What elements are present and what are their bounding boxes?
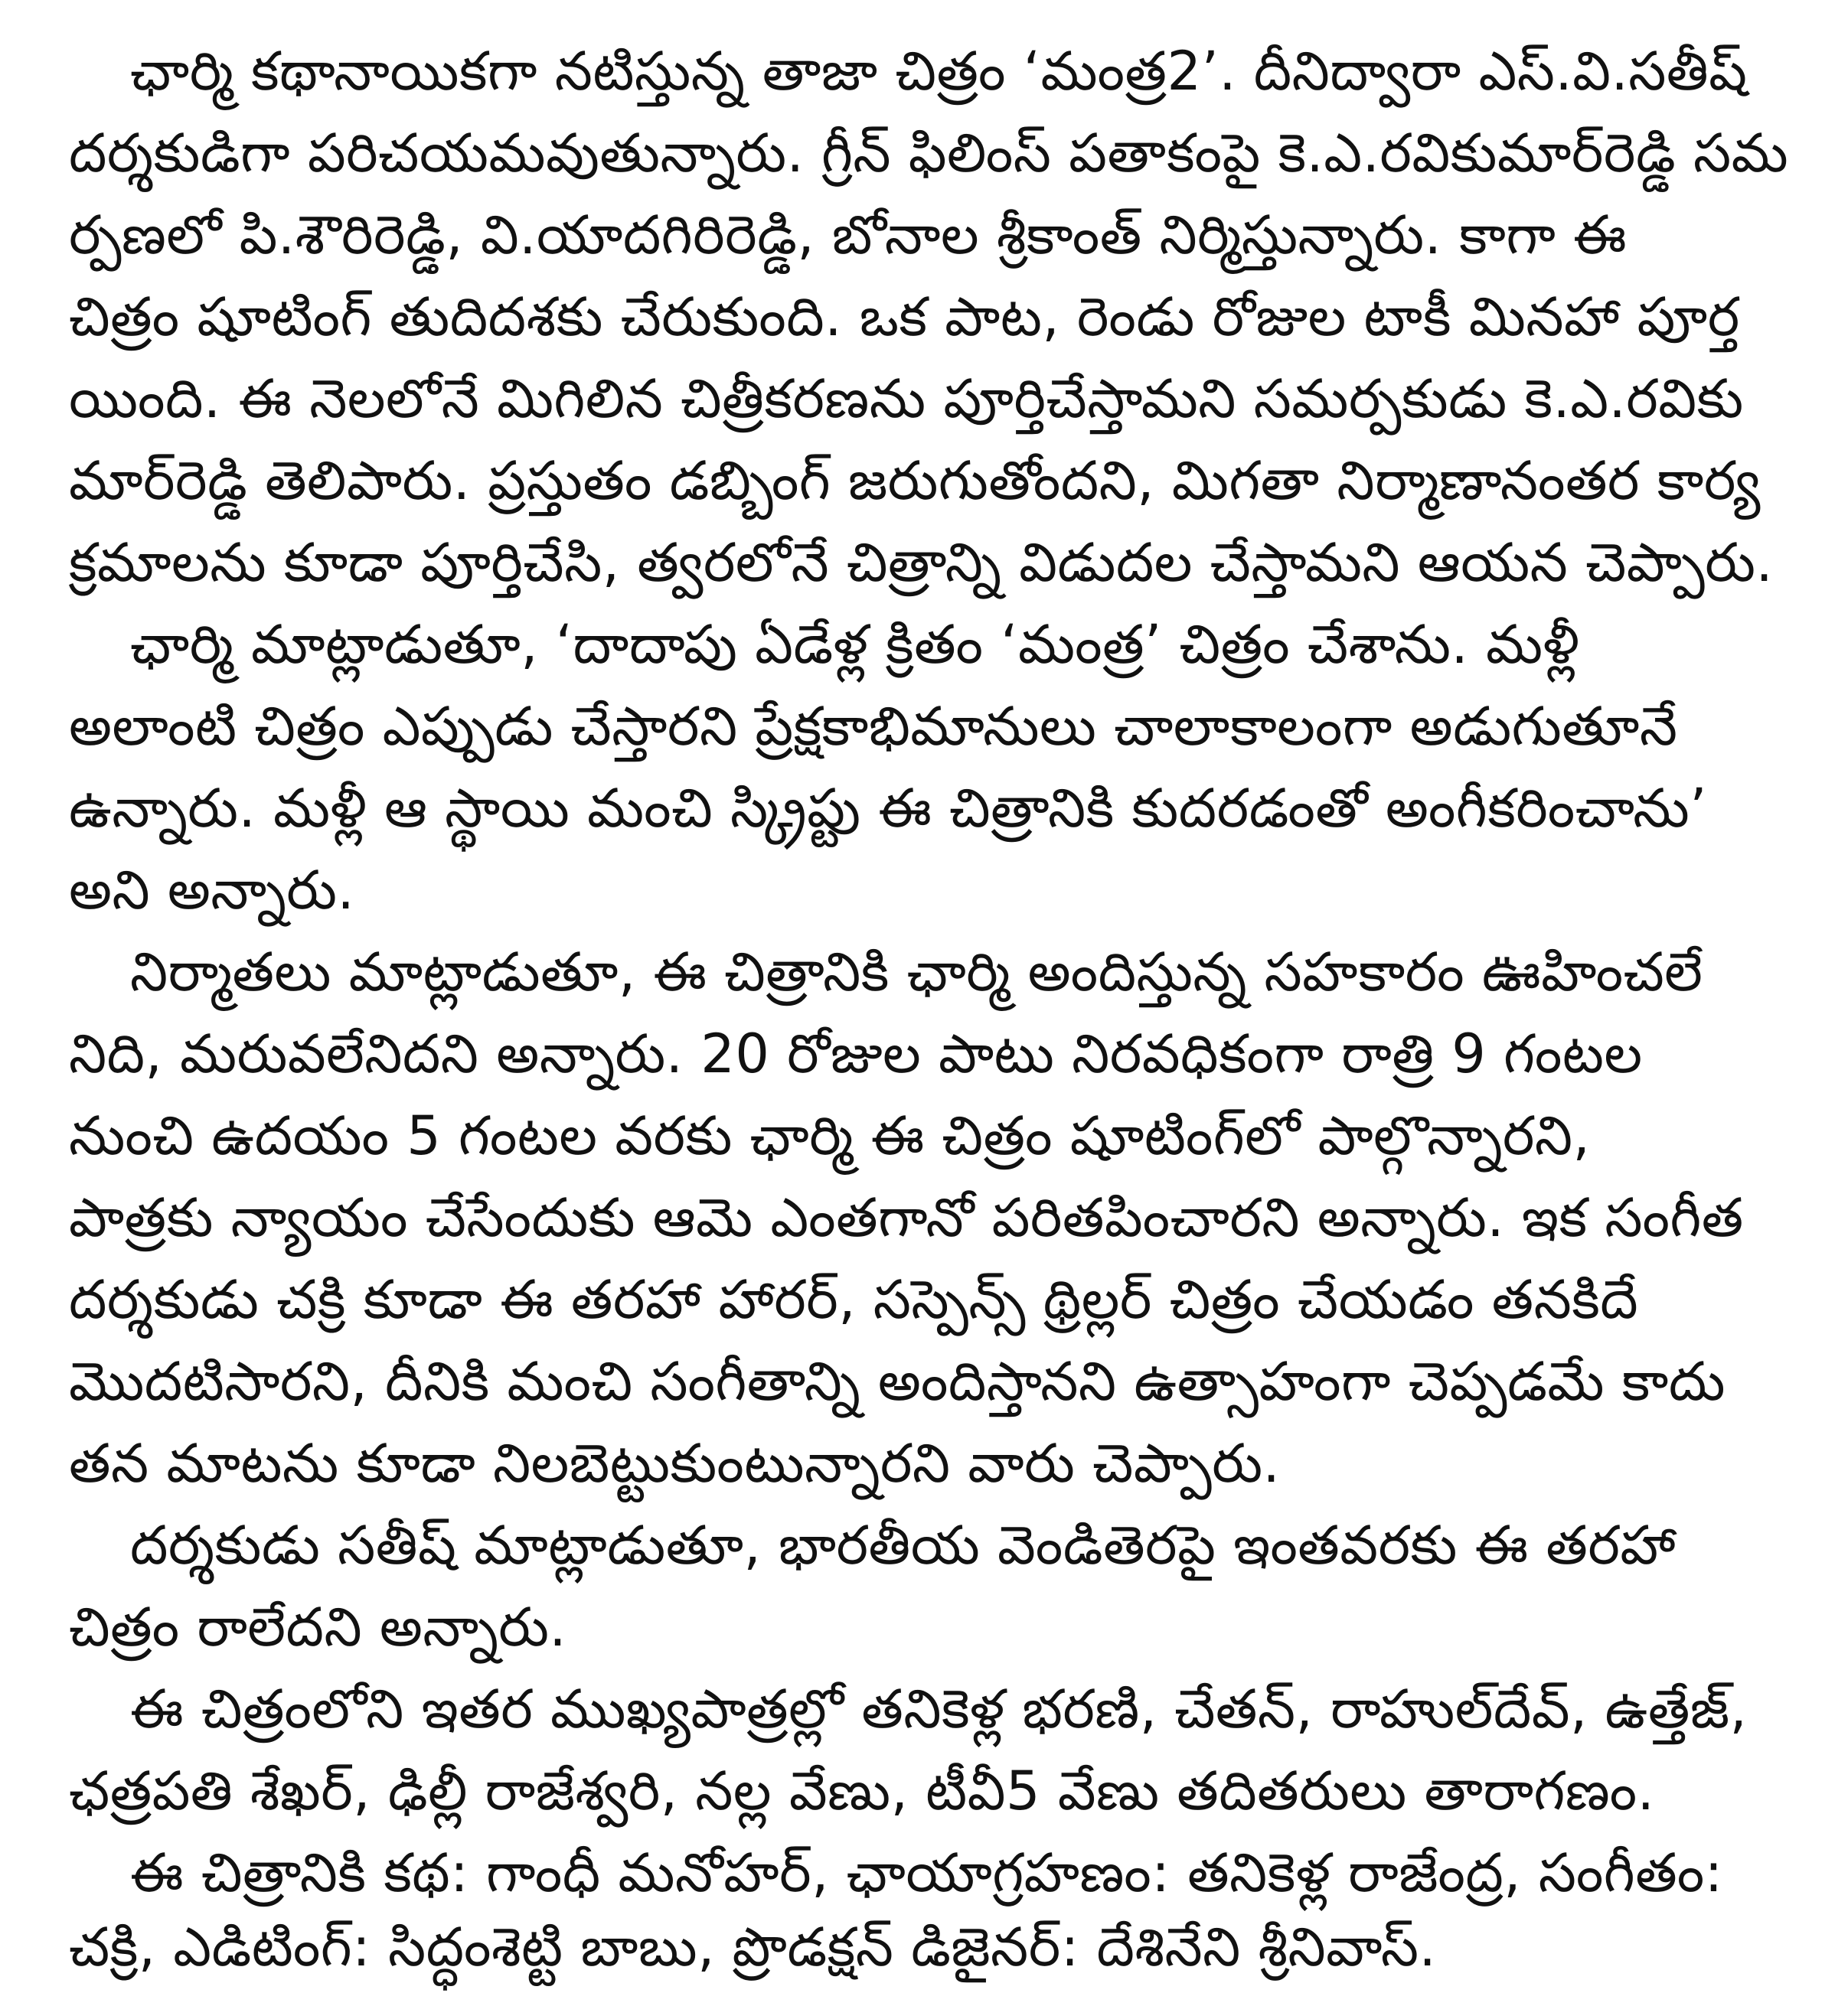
text-line: దర్శకుడు చక్రి కూడా ఈ తరహా హారర్, సస్పెన్స్ థ్రిల్లర్ చిత్రం చేయడం తనకిదే bbox=[69, 1268, 1639, 1331]
text-line: ఉన్నారు. మళ్లీ ఆ స్థాయి మంచి స్క్రిప్టు ఈ చిత్రానికి కుదరడంతో అంగీకరించాను’ bbox=[69, 777, 1707, 840]
text-line: యింది. ఈ నెలలోనే మిగిలిన చిత్రీకరణను పూర్తిచేస్తామని సమర్పకుడు కె.ఎ.రవికు bbox=[69, 367, 1744, 430]
text-line: పాత్రకు న్యాయం చేసేందుకు ఆమె ఎంతగానో పరితపించారని అన్నారు. ఇక సంగీత bbox=[69, 1186, 1744, 1249]
text-line: మొదటిసారని, దీనికి మంచి సంగీతాన్ని అందిస్తానని ఉత్సాహంగా చెప్పడమే కాదు bbox=[69, 1350, 1726, 1413]
text-line: క్రమాలను కూడా పూర్తిచేసి, త్వరలోనే చిత్రాన్ని విడుదల చేస్తామని ఆయన చెప్పారు. bbox=[69, 531, 1774, 594]
text-line: నుంచి ఉదయం 5 గంటల వరకు ఛార్మి ఈ చిత్రం షూటింగ్‌లో పాల్గొన్నారని, bbox=[69, 1104, 1591, 1167]
text-line: అలాంటి చిత్రం ఎప్పుడు చేస్తారని ప్రేక్షకాభిమానులు చాలాకాలంగా అడుగుతూనే bbox=[69, 695, 1678, 758]
text-line: ఛార్మి కథానాయికగా నటిస్తున్న తాజా చిత్రం ‘మంత్ర2’. దీనిద్వారా ఎస్.వి.సతీష్ bbox=[130, 40, 1748, 103]
text-line: చక్రి, ఎడిటింగ్: సిద్ధంశెట్టి బాబు, ప్రొడక్షన్ డిజైనర్: దేశినేని శ్రీనివాస్. bbox=[69, 1916, 1437, 1978]
text-line: మార్‌రెడ్డి తెలిపారు. ప్రస్తుతం డబ్బింగ్ జరుగుతోందని, మిగతా నిర్మాణానంతర కార్య bbox=[69, 449, 1761, 512]
text-line: ఛార్మి మాట్లాడుతూ, ‘దాదాపు ఏడేళ్ల క్రితం ‘మంత్ర’ చిత్రం చేశాను. మళ్లీ bbox=[130, 613, 1580, 676]
text-line: ఈ చిత్రానికి కథ: గాంధీ మనోహర్, ఛాయాగ్రహణం: తనికెళ్ల రాజేంద్ర, సంగీతం: bbox=[130, 1841, 1723, 1904]
text-line: అని అన్నారు. bbox=[69, 859, 355, 921]
text-line: ర్పణలో పి.శౌరిరెడ్డి, వి.యాదగిరిరెడ్డి, బోనాల శ్రీకాంత్ నిర్మిస్తున్నారు. కాగా ఈ bbox=[69, 204, 1628, 266]
text-line: చిత్రం షూటింగ్ తుదిదశకు చేరుకుంది. ఒక పాట, రెండు రోజుల టాకీ మినహా పూర్త bbox=[69, 285, 1740, 348]
text-line: ఛత్రపతి శేఖర్, ఢిల్లీ రాజేశ్వరి, నల్ల వేణు, టీవీ5 వేణు తదితరులు తారాగణం. bbox=[69, 1760, 1655, 1822]
text-line: తన మాటను కూడా నిలబెట్టుకుంటున్నారని వారు చెప్పారు. bbox=[69, 1432, 1281, 1495]
text-line: నిర్మాతలు మాట్లాడుతూ, ఈ చిత్రానికి ఛార్మి అందిస్తున్న సహకారం ఊహించలే bbox=[130, 941, 1703, 1003]
text-line: చిత్రం రాలేదని అన్నారు. bbox=[69, 1596, 567, 1659]
text-line: దర్శకుడిగా పరిచయమవుతున్నారు. గ్రీన్ ఫిలింస్ పతాకంపై కె.ఎ.రవికుమార్‌రెడ్డి సమ bbox=[69, 122, 1789, 184]
text-line: దర్శకుడు సతీష్ మాట్లాడుతూ, భారతీయ వెండితెరపై ఇంతవరకు ఈ తరహా bbox=[130, 1514, 1677, 1577]
text-line: నిది, మరువలేనిదని అన్నారు. 20 రోజుల పాటు నిరవధికంగా రాత్రి 9 గంటల bbox=[69, 1023, 1643, 1085]
text-line: ఈ చిత్రంలోని ఇతర ముఖ్యపాత్రల్లో తనికెళ్ల భరణి, చేతన్, రాహుల్‌దేవ్, ఉత్తేజ్, bbox=[130, 1678, 1748, 1740]
